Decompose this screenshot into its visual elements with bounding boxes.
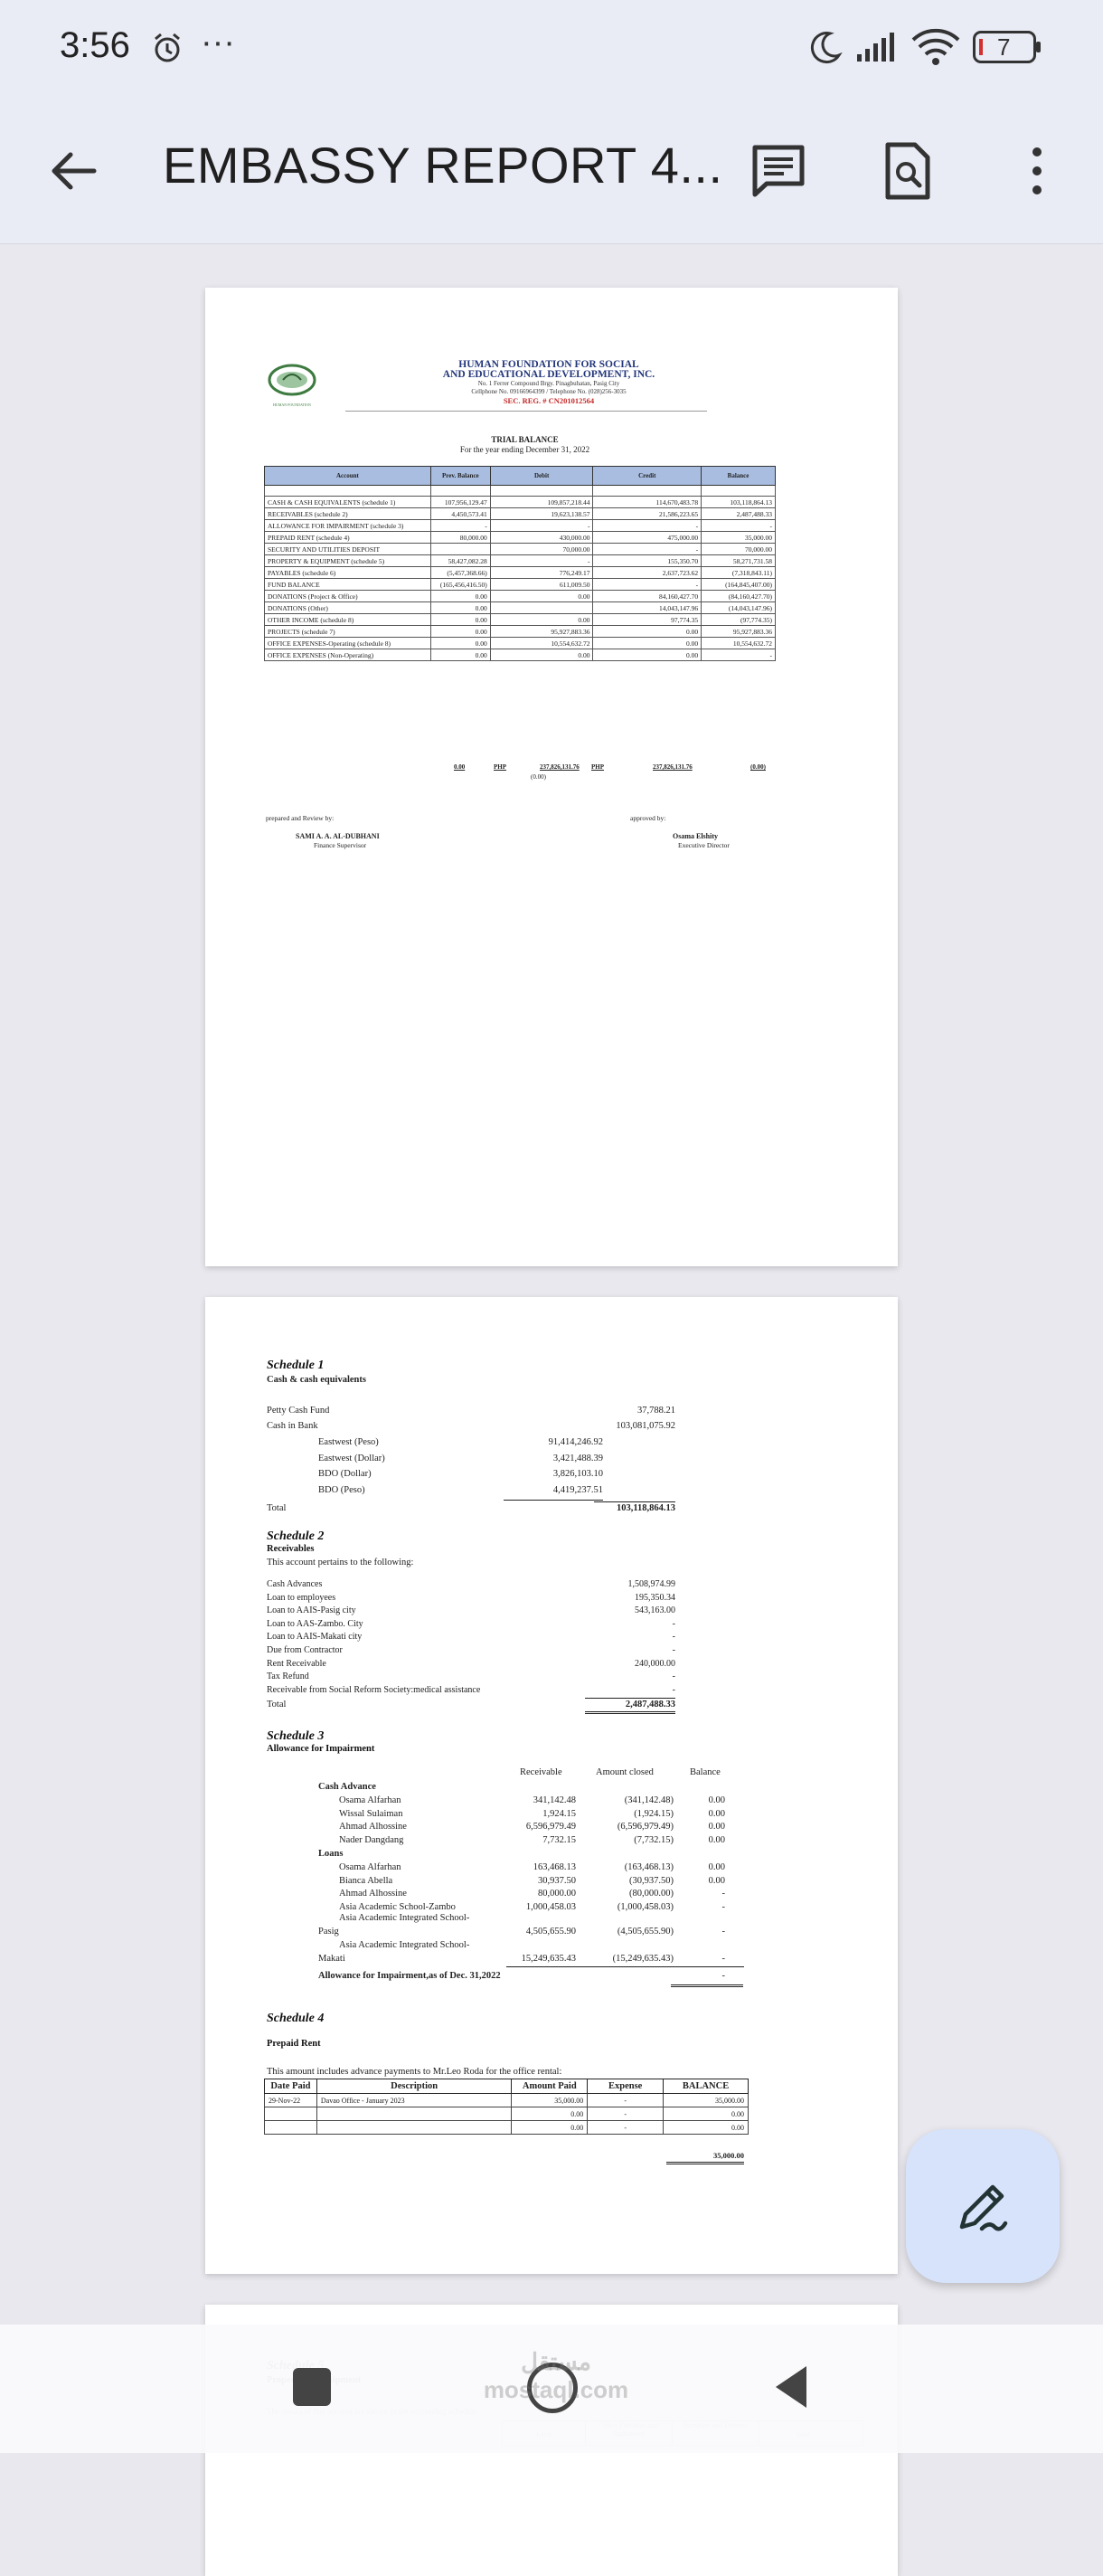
- cash-in-bank-label: Cash in Bank: [267, 1421, 318, 1431]
- search-in-document-button[interactable]: [875, 139, 938, 203]
- person-name: Ahmad Alhossine: [339, 1889, 407, 1899]
- document-viewer[interactable]: [0, 245, 1103, 2325]
- schedule1-subtitle: Cash & cash equivalents: [267, 1375, 366, 1385]
- person-name: Osama Alfarhan: [339, 1862, 401, 1872]
- amount-cell: (14,043,147.96): [702, 602, 776, 614]
- report-title: TRIAL BALANCE: [491, 435, 559, 444]
- receivable-label: Rent Receivable: [267, 1658, 326, 1669]
- pr-col-expense: Expense: [588, 2079, 664, 2094]
- prepaid-body: [265, 2094, 749, 2135]
- pdf-page-2: [205, 1297, 898, 2274]
- bank-name: BDO (Dollar): [318, 1469, 372, 1479]
- schedule3-total-label: Allowance for Impairment,as of Dec. 31,2022: [318, 1971, 501, 1981]
- receivable-amount: 240,000.00: [635, 1658, 675, 1669]
- col-account: Account: [265, 467, 431, 486]
- schedule1-total-label: Total: [267, 1503, 287, 1513]
- receivable-amount: -: [672, 1684, 675, 1695]
- amount-cell: 0.00: [490, 649, 593, 661]
- col-credit: Credit: [593, 467, 702, 486]
- table-row: [265, 508, 776, 520]
- preparer-name: SAMI A. A. AL-DUBHANI: [296, 832, 380, 840]
- account-name: DONATIONS (Project & Office): [265, 591, 431, 602]
- schedule4-description: This amount includes advance payments to Mr.Leo Roda for the office rental:: [267, 2067, 562, 2077]
- amount-cell: -: [490, 520, 593, 532]
- amount-cell: 475,000.00: [593, 532, 702, 544]
- sec-registration: SEC. REG. # CN201012564: [503, 396, 595, 405]
- do-not-disturb-icon: [806, 29, 843, 70]
- person-name: Wissal Sulaiman: [339, 1808, 403, 1819]
- amount-cell: (97,774.35): [702, 614, 776, 626]
- receivable-amount: 1,000,458.03: [525, 1901, 576, 1912]
- amount-cell: 0.00: [430, 591, 490, 602]
- trial-balance-body: [265, 486, 776, 661]
- bank-amount: 3,421,488.39: [552, 1453, 603, 1463]
- receivable-amount: 7,732.15: [542, 1834, 576, 1845]
- prepaid-rent-table: [264, 2079, 749, 2135]
- amount-cell: 14,043,147.96: [593, 602, 702, 614]
- schedule1-title: Schedule 1: [267, 1359, 325, 1372]
- prepaid-cell: -: [588, 2121, 664, 2135]
- receivable-label: Due from Contractor: [267, 1645, 343, 1655]
- amount-cell: 97,774.35: [593, 614, 702, 626]
- org-name-line1: HUMAN FOUNDATION FOR SOCIAL: [458, 359, 639, 370]
- battery-tip: [1036, 42, 1041, 52]
- amount-cell: -: [430, 520, 490, 532]
- system-navigation-bar: [0, 2325, 1103, 2453]
- schedule2-total-label: Total: [267, 1700, 287, 1709]
- account-name: PROJECTS (schedule 7): [265, 626, 431, 638]
- account-name: ALLOWANCE FOR IMPAIRMENT (schedule 3): [265, 520, 431, 532]
- person-name: Bianca Abella: [339, 1875, 393, 1886]
- receivable-amount: -: [672, 1618, 675, 1629]
- amount-cell: 2,637,723.62: [593, 567, 702, 579]
- col-prev-balance: Prev. Balance: [430, 467, 490, 486]
- empty-cell: [593, 486, 702, 497]
- aais-pasig-closed: (4,505,655.90): [617, 1927, 674, 1937]
- table-row: [265, 614, 776, 626]
- bank-amount: 4,419,237.51: [552, 1484, 603, 1495]
- amount-cell: 80,000.00: [430, 532, 490, 544]
- amount-cell: 0.00: [593, 649, 702, 661]
- receivable-amount: 1,508,974.99: [627, 1579, 675, 1589]
- amount-cell: 21,586,223.65: [593, 508, 702, 520]
- aais-pasig-balance: -: [721, 1927, 725, 1937]
- table-header-row: [265, 467, 776, 486]
- aais-pasig-line2: Pasig: [318, 1927, 339, 1937]
- account-name: OTHER INCOME (schedule 8): [265, 614, 431, 626]
- prepaid-cell: [316, 2121, 511, 2135]
- prepaid-row: [265, 2094, 749, 2107]
- report-subtitle: For the year ending December 31, 2022: [459, 445, 590, 454]
- edit-pen-icon: [951, 2174, 1014, 2238]
- back-nav-button[interactable]: [770, 2363, 810, 2416]
- total-prev-balance: 0.00: [454, 763, 466, 771]
- person-name: Ahmad Alhossine: [339, 1822, 407, 1832]
- prepared-label: prepared and Review by:: [266, 814, 335, 822]
- amount-cell: (84,160,427.70): [702, 591, 776, 602]
- amount-cell: 70,000.00: [490, 544, 593, 555]
- header-rule: [345, 411, 707, 412]
- balance-amount: -: [721, 1901, 725, 1912]
- amount-cell: 10,554,632.72: [490, 638, 593, 649]
- person-name: Asia Academic School-Zambo: [339, 1901, 456, 1912]
- bank-name: Eastwest (Dollar): [318, 1453, 385, 1463]
- amount-cell: 19,623,138.57: [490, 508, 593, 520]
- total-debit: 237,826,131.76: [540, 763, 580, 771]
- prepaid-cell: 0.00: [664, 2121, 749, 2135]
- schedule2-total-rule-top: [585, 1698, 675, 1699]
- amount-cell: -: [593, 544, 702, 555]
- comment-icon: [747, 139, 810, 203]
- alarm-icon: [150, 31, 184, 65]
- col-debit: Debit: [490, 467, 593, 486]
- balance-amount: 0.00: [708, 1875, 725, 1886]
- amount-cell: (7,318,843.11): [702, 567, 776, 579]
- balance-amount: 0.00: [708, 1862, 725, 1872]
- battery-percent: 7: [997, 33, 1011, 61]
- receivable-amount: -: [672, 1672, 675, 1682]
- approved-label: approved by:: [630, 814, 666, 822]
- pr-col-amount: Amount Paid: [512, 2079, 588, 2094]
- amount-cell: 0.00: [430, 649, 490, 661]
- balance-amount: 0.00: [708, 1795, 725, 1805]
- receivable-amount: 341,142.48: [533, 1795, 576, 1805]
- prepaid-cell: [265, 2121, 317, 2135]
- amount-cell: 109,857,218.44: [490, 497, 593, 508]
- schedule2-subtitle: Receivables: [267, 1544, 315, 1554]
- account-name: FUND BALANCE: [265, 579, 431, 591]
- trial-balance-table: [264, 466, 776, 661]
- amount-cell: 95,927,883.36: [490, 626, 593, 638]
- empty-cell: [265, 486, 431, 497]
- pr-col-balance: BALANCE: [664, 2079, 749, 2094]
- signal-icon: [855, 31, 902, 68]
- prepaid-cell: Davao Office - January 2023: [316, 2094, 511, 2107]
- schedule3-total-rule: [671, 1984, 743, 1987]
- schedule3-total-value: -: [721, 1971, 725, 1981]
- amount-cell: 0.00: [593, 638, 702, 649]
- amount-cell: -: [593, 520, 702, 532]
- org-header: [386, 360, 712, 405]
- receivable-amount: 30,937.50: [538, 1875, 576, 1886]
- document-title: EMBASSY REPORT 4...: [163, 137, 723, 194]
- bank-name: BDO (Peso): [318, 1484, 365, 1495]
- receivable-label: Loan to employees: [267, 1592, 336, 1603]
- approver-name: Osama Elshity: [673, 832, 719, 840]
- amount-cell: -: [702, 649, 776, 661]
- total-difference: (0.00): [531, 773, 546, 781]
- table-row: [265, 555, 776, 567]
- amount-cell: [490, 602, 593, 614]
- table-row: [265, 591, 776, 602]
- table-row: [265, 649, 776, 661]
- table-row: [265, 532, 776, 544]
- more-options-button[interactable]: [1005, 139, 1069, 203]
- status-bar: [0, 0, 1103, 99]
- amount-cell: 611,009.50: [490, 579, 593, 591]
- empty-cell: [430, 486, 490, 497]
- bank-name: Eastwest (Peso): [318, 1437, 379, 1447]
- pr-col-date: Date Paid: [265, 2079, 317, 2094]
- table-spacer-row: [265, 486, 776, 497]
- back-triangle-icon: [770, 2363, 810, 2411]
- back-button[interactable]: [42, 139, 105, 203]
- battery-icon: [973, 31, 1036, 63]
- schedule4-total: 35,000.00: [713, 2151, 744, 2160]
- preparer-title: Finance Supervisor: [314, 841, 367, 849]
- bank-amount: 3,826,103.10: [552, 1469, 603, 1479]
- amount-cell: -: [490, 555, 593, 567]
- schedule3-rule: [506, 1966, 744, 1967]
- currency-label-1: PHP: [494, 763, 506, 771]
- wifi-icon: [910, 27, 962, 71]
- receivable-amount: -: [672, 1645, 675, 1655]
- amount-cell: [430, 544, 490, 555]
- table-row: [265, 497, 776, 508]
- amount-cell: 4,450,573.41: [430, 508, 490, 520]
- clock: 3:56: [60, 25, 130, 65]
- closed-amount: (341,142.48): [624, 1795, 674, 1805]
- aais-makati-line2: Makati: [318, 1954, 345, 1964]
- schedule2-description: This account pertains to the following:: [267, 1558, 414, 1567]
- schedule3-subtitle: Allowance for Impairment: [267, 1744, 375, 1754]
- prepaid-cell: 35,000.00: [512, 2094, 588, 2107]
- pr-col-description: Description: [316, 2079, 511, 2094]
- prepaid-cell: 0.00: [664, 2107, 749, 2121]
- total-balance: (0.00): [750, 763, 766, 771]
- receivable-label: Loan to AAS-Zambo. City: [267, 1618, 363, 1629]
- loans-label: Loans: [318, 1849, 344, 1859]
- prepaid-cell: 35,000.00: [664, 2094, 749, 2107]
- amount-cell: 58,271,731.58: [702, 555, 776, 567]
- receivable-label: Loan to AAIS-Pasig city: [267, 1605, 356, 1616]
- aais-makati-closed: (15,249,635.43): [612, 1954, 674, 1964]
- receivable-label: Receivable from Social Reform Society:medical assistance: [267, 1684, 481, 1695]
- amount-cell: 2,487,488.33: [702, 508, 776, 520]
- amount-cell: 58,427,082.28: [430, 555, 490, 567]
- amount-cell: 155,350.70: [593, 555, 702, 567]
- account-name: PREPAID RENT (schedule 4): [265, 532, 431, 544]
- amount-cell: 35,000.00: [702, 532, 776, 544]
- receivable-amount: 195,350.34: [635, 1592, 675, 1603]
- find-in-page-icon: [875, 139, 938, 203]
- schedule2-total-value: 2,487,488.33: [625, 1700, 675, 1709]
- schedule3-title: Schedule 3: [267, 1729, 325, 1743]
- cash-advance-label: Cash Advance: [318, 1782, 376, 1792]
- amount-cell: 107,956,129.47: [430, 497, 490, 508]
- logo-caption: HUMAN FOUNDATION: [273, 402, 311, 407]
- org-address: No. 1 Ferrer Compound Brgy. Pinagbuhatan, Pasig City: [477, 380, 620, 387]
- table-row: [265, 602, 776, 614]
- closed-amount: (163,468.13): [624, 1862, 674, 1872]
- balance-amount: -: [721, 1889, 725, 1899]
- amount-cell: 114,670,483.78: [593, 497, 702, 508]
- edit-fab[interactable]: [906, 2129, 1060, 2283]
- receivable-amount: 1,924.15: [542, 1808, 576, 1819]
- prepaid-row: [265, 2121, 749, 2135]
- prepaid-cell: 29-Nov-22: [265, 2094, 317, 2107]
- receivable-amount: 543,163.00: [635, 1605, 675, 1616]
- receivable-amount: 163,468.13: [533, 1862, 576, 1872]
- aais-makati-line1: Asia Academic Integrated School-: [339, 1940, 470, 1950]
- amount-cell: -: [593, 579, 702, 591]
- amount-cell: 70,000.00: [702, 544, 776, 555]
- more-vert-icon: [1005, 139, 1069, 203]
- schedule4-title: Schedule 4: [267, 2012, 325, 2025]
- more-notifications-icon: ···: [201, 24, 235, 62]
- empty-cell: [702, 486, 776, 497]
- amount-cell: 430,000.00: [490, 532, 593, 544]
- battery-level: [979, 39, 983, 55]
- closed-amount: (80,000.00): [629, 1889, 674, 1899]
- amount-cell: 0.00: [490, 591, 593, 602]
- account-name: PROPERTY & EQUIPMENT (schedule 5): [265, 555, 431, 567]
- s3-col-amount-closed: Amount closed: [596, 1767, 654, 1777]
- receivable-amount: -: [672, 1632, 675, 1643]
- account-name: PAYABLES (schedule 6): [265, 567, 431, 579]
- amount-cell: 84,160,427.70: [593, 591, 702, 602]
- closed-amount: (1,000,458.03): [617, 1901, 674, 1912]
- receivable-label: Loan to AAIS-Makati city: [267, 1632, 363, 1643]
- person-name: Osama Alfarhan: [339, 1795, 401, 1805]
- watermark: مستقل mostaql.com: [483, 2348, 629, 2403]
- amount-cell: -: [702, 520, 776, 532]
- receivable-amount: 6,596,979.49: [525, 1822, 576, 1832]
- prepaid-cell: -: [588, 2094, 664, 2107]
- amount-cell: 10,554,632.72: [702, 638, 776, 649]
- schedule1-total-rule: [594, 1501, 675, 1502]
- comments-button[interactable]: [747, 139, 810, 203]
- closed-amount: (6,596,979.49): [617, 1822, 674, 1832]
- table-row: [265, 579, 776, 591]
- table-row: [265, 626, 776, 638]
- pdf-page-1: [205, 288, 898, 1266]
- account-name: OFFICE EXPENSES-Operating (schedule 8): [265, 638, 431, 649]
- petty-cash-label: Petty Cash Fund: [267, 1406, 330, 1416]
- amount-cell: 0.00: [430, 602, 490, 614]
- petty-cash-value: 37,788.21: [637, 1406, 675, 1416]
- prepaid-header-row: [265, 2079, 749, 2094]
- table-row: [265, 638, 776, 649]
- balance-amount: 0.00: [708, 1834, 725, 1845]
- organization-logo: [267, 362, 317, 407]
- closed-amount: (1,924.15): [634, 1808, 674, 1819]
- account-name: RECEIVABLES (schedule 2): [265, 508, 431, 520]
- aais-pasig-line1: Asia Academic Integrated School-: [339, 1913, 470, 1923]
- account-name: DONATIONS (Other): [265, 602, 431, 614]
- amount-cell: (5,457,368.66): [430, 567, 490, 579]
- amount-cell: 0.00: [593, 626, 702, 638]
- org-phones: Cellphone No. 09166964399 / Telephone No. (028)256-3035: [471, 388, 627, 395]
- cash-in-bank-value: 103,081,075.92: [616, 1421, 675, 1431]
- schedule4-subtitle: Prepaid Rent: [267, 2039, 321, 2049]
- amount-cell: 95,927,883.36: [702, 626, 776, 638]
- receivable-label: Cash Advances: [267, 1579, 323, 1589]
- aais-makati-balance: -: [721, 1954, 725, 1964]
- currency-label-2: PHP: [591, 763, 604, 771]
- amount-cell: (165,456,416.50): [430, 579, 490, 591]
- app-bar: [0, 99, 1103, 244]
- receivable-label: Tax Refund: [267, 1672, 309, 1682]
- schedule1-total-value: 103,118,864.13: [616, 1503, 675, 1513]
- bank-amount: 91,414,246.92: [548, 1437, 603, 1447]
- total-credit: 237,826,131.76: [653, 763, 693, 771]
- amount-cell: (164,845,407.00): [702, 579, 776, 591]
- person-name: Nader Dangdang: [339, 1834, 404, 1845]
- table-row: [265, 544, 776, 555]
- org-name-line2: AND EDUCATIONAL DEVELOPMENT, INC.: [442, 369, 655, 380]
- empty-cell: [490, 486, 593, 497]
- closed-amount: (7,732.15): [634, 1834, 674, 1845]
- balance-amount: 0.00: [708, 1808, 725, 1819]
- amount-cell: 0.00: [430, 638, 490, 649]
- bank-underline: [504, 1500, 603, 1501]
- account-name: SECURITY AND UTILITIES DEPOSIT: [265, 544, 431, 555]
- account-name: OFFICE EXPENSES (Non-Operating): [265, 649, 431, 661]
- aais-makati-receivable: 15,249,635.43: [521, 1954, 576, 1964]
- amount-cell: 0.00: [430, 614, 490, 626]
- s3-col-receivable: Receivable: [520, 1767, 562, 1777]
- account-name: CASH & CASH EQUIVALENTS (schedule 1): [265, 497, 431, 508]
- back-arrow-icon: [42, 139, 105, 203]
- prepaid-cell: 0.00: [512, 2107, 588, 2121]
- prepaid-cell: [316, 2107, 511, 2121]
- balance-amount: 0.00: [708, 1822, 725, 1832]
- prepaid-cell: -: [588, 2107, 664, 2121]
- amount-cell: 776,249.17: [490, 567, 593, 579]
- s3-col-balance: Balance: [690, 1767, 721, 1777]
- schedule4-total-rule: [666, 2162, 744, 2164]
- aais-pasig-receivable: 4,505,655.90: [525, 1927, 576, 1937]
- receivable-amount: 80,000.00: [538, 1889, 576, 1899]
- totals-row: [264, 763, 776, 774]
- table-row: [265, 520, 776, 532]
- schedule2-title: Schedule 2: [267, 1530, 325, 1543]
- schedule2-total-rule-bottom: [585, 1711, 675, 1714]
- prepaid-cell: 0.00: [512, 2121, 588, 2135]
- col-balance: Balance: [702, 467, 776, 486]
- prepaid-cell: [265, 2107, 317, 2121]
- amount-cell: 103,118,864.13: [702, 497, 776, 508]
- prepaid-row: [265, 2107, 749, 2121]
- amount-cell: 0.00: [490, 614, 593, 626]
- table-row: [265, 567, 776, 579]
- closed-amount: (30,937.50): [629, 1875, 674, 1886]
- amount-cell: 0.00: [430, 626, 490, 638]
- approver-title: Executive Director: [678, 841, 730, 849]
- recent-apps-button[interactable]: [293, 2368, 331, 2406]
